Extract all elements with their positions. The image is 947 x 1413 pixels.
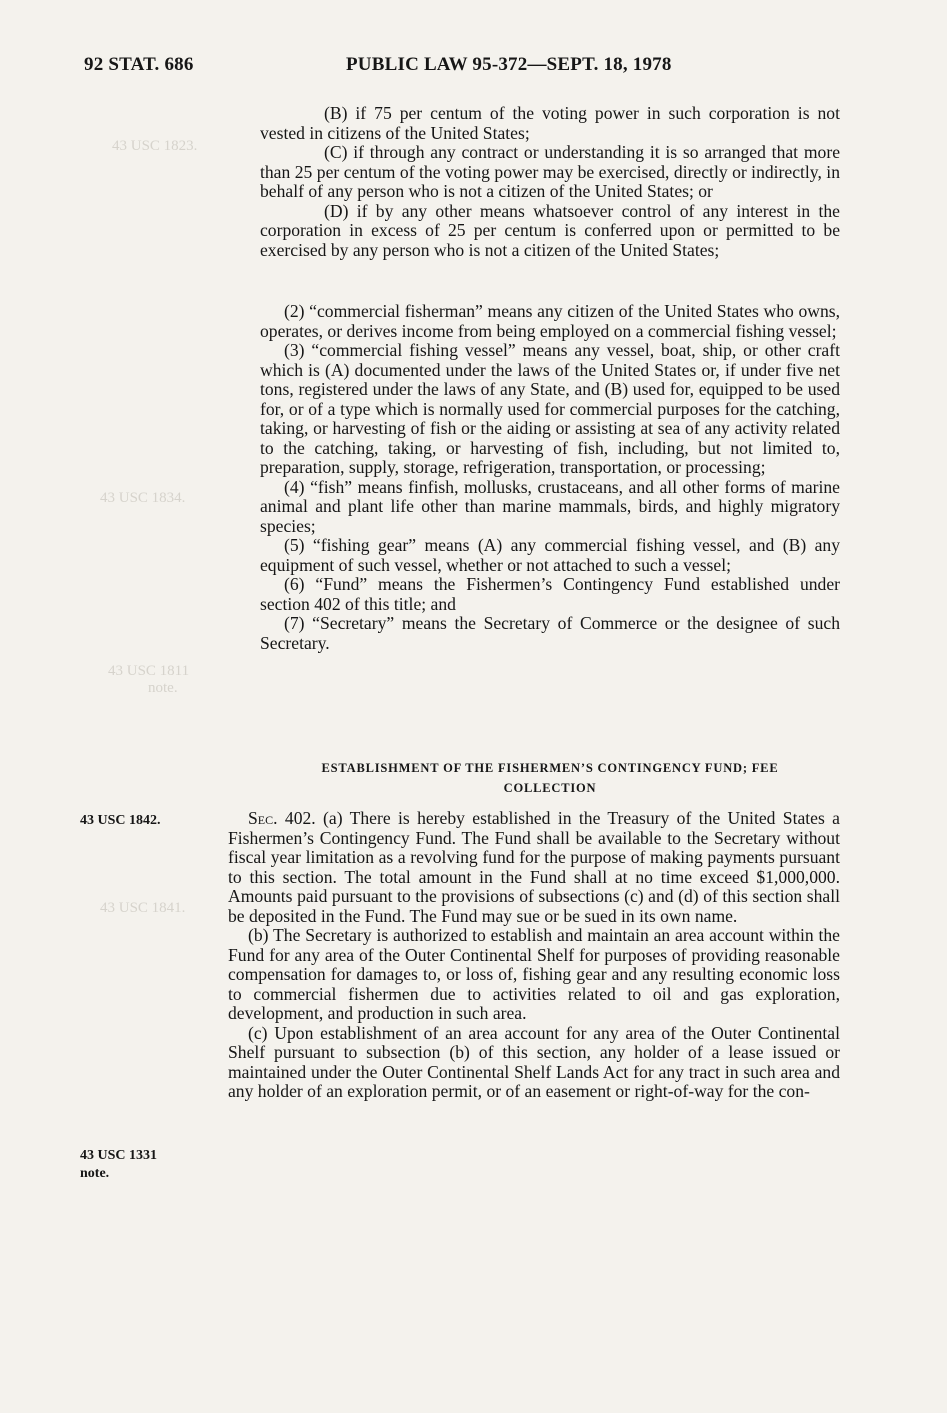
section-heading-line: ESTABLISHMENT OF THE FISHERMEN’S CONTINGENCY FUND; FEE (321, 761, 779, 775)
definition-fund: (6) “Fund” means the Fishermen’s Contingency Fund established under section 402 of this title; and (260, 574, 840, 614)
margin-citation-line: note. (80, 1166, 110, 1181)
definition-secretary: (7) “Secretary” means the Secretary of Commerce or the designee of such Secretary. (260, 613, 840, 653)
section-402 (228, 809, 840, 1102)
section-label: Sec. (248, 808, 278, 828)
subsection-c: (c) Upon establishment of an area account for any area of the Outer Continental Shelf pursuant to subsection (b) of this section, any holder of a lease issued or maintained under the Outer Continental Shelf Lands Act for any tract in such area and any holder of an exploration permit, or of an easement or right-of-way for the con- (228, 1022, 840, 1101)
bleed-through-note: 43 USC 1811 (108, 663, 190, 679)
definition-fishing-gear: (5) “fishing gear” means (A) any commercial fishing vessel, and (B) any equipment of such vessel, whether or not attached to such a vessel; (260, 535, 840, 575)
subparagraph-b: (B) if 75 per centum of the voting power in such corporation is not vested in citizens of the United States; (260, 103, 840, 143)
subsection-a (228, 809, 840, 926)
public-law-title: PUBLIC LAW 95-372—SEPT. 18, 1978 (346, 54, 672, 75)
subparagraph-d: (D) if by any other means whatsoever control of any interest in the corporation in excess of 25 per centum is conferred upon or permitted to be exercised by any person who is not a citizen of the United States; (260, 200, 840, 260)
margin-citation: 43 USC 1842. (80, 813, 161, 828)
margin-citation-line: 43 USC 1331 (80, 1148, 158, 1163)
stat-page-reference: 92 STAT. 686 (84, 54, 194, 75)
definition-commercial-fisherman: (2) “commercial fisherman” means any citizen of the United States who owns, operates, or derives income from being employed on a commercial fishing vessel; (260, 301, 840, 341)
bleed-through-note: note. (148, 680, 178, 696)
definitions-block (260, 302, 840, 653)
subsection-a-text: 402. (a) There is hereby established in the Treasury of the United States a Fishermen’s Contingency Fund. The Fund shall be available to the Secretary without fiscal year limitation as a revolving fund for the purpose of making payments pursuant to this section. The total amount in the Fund shall at no time exceed $1,000,000. Amounts paid pursuant to the provisions of subsections (c) and (d) of this section shall be deposited in the Fund. The Fund may sue or be sued in its own name. (228, 808, 840, 926)
section-heading (240, 758, 860, 798)
margin-citation (80, 1147, 157, 1183)
bleed-through-note: 43 USC 1823. (112, 138, 198, 154)
section-heading-line: COLLECTION (503, 781, 597, 795)
definition-commercial-fishing-vessel: (3) “commercial fishing vessel” means any vessel, boat, ship, or other craft which is (A) documented under the laws of the United States or, if under five net tons, registered under the laws of any State, and (B) used for, equipped to be used for, or of a type which is normally used for commercial purposes for the catching, taking, or harvesting of fish or the aiding or assisting at sea of any activity related to the catching, taking, or harvesting of fish, including, but not limited to, preparation, supply, storage, refrigeration, transportation, or processing; (260, 340, 840, 477)
definition-fish: (4) “fish” means finfish, mollusks, crustaceans, and all other forms of marine animal and plant life other than marine mammals, birds, and highly migratory species; (260, 476, 840, 536)
subparagraph-c: (C) if through any contract or understanding it is so arranged that more than 25 per centum of the voting power may be exercised, directly or indirectly, in behalf of any person who is not a citizen of the United States; or (260, 142, 840, 201)
subparagraph-block (260, 104, 840, 260)
bleed-through-note: 43 USC 1841. (100, 900, 186, 916)
subsection-b: (b) The Secretary is authorized to establish and maintain an area account within the Fund for any area of the Outer Continental Shelf for purposes of providing reasonable compensation for damages to, or loss of, fishing gear and any resulting economic loss to commercial fishermen due to activities related to oil and gas exploration, development, and production in such area. (228, 925, 840, 1023)
bleed-through-note: 43 USC 1834. (100, 490, 186, 506)
